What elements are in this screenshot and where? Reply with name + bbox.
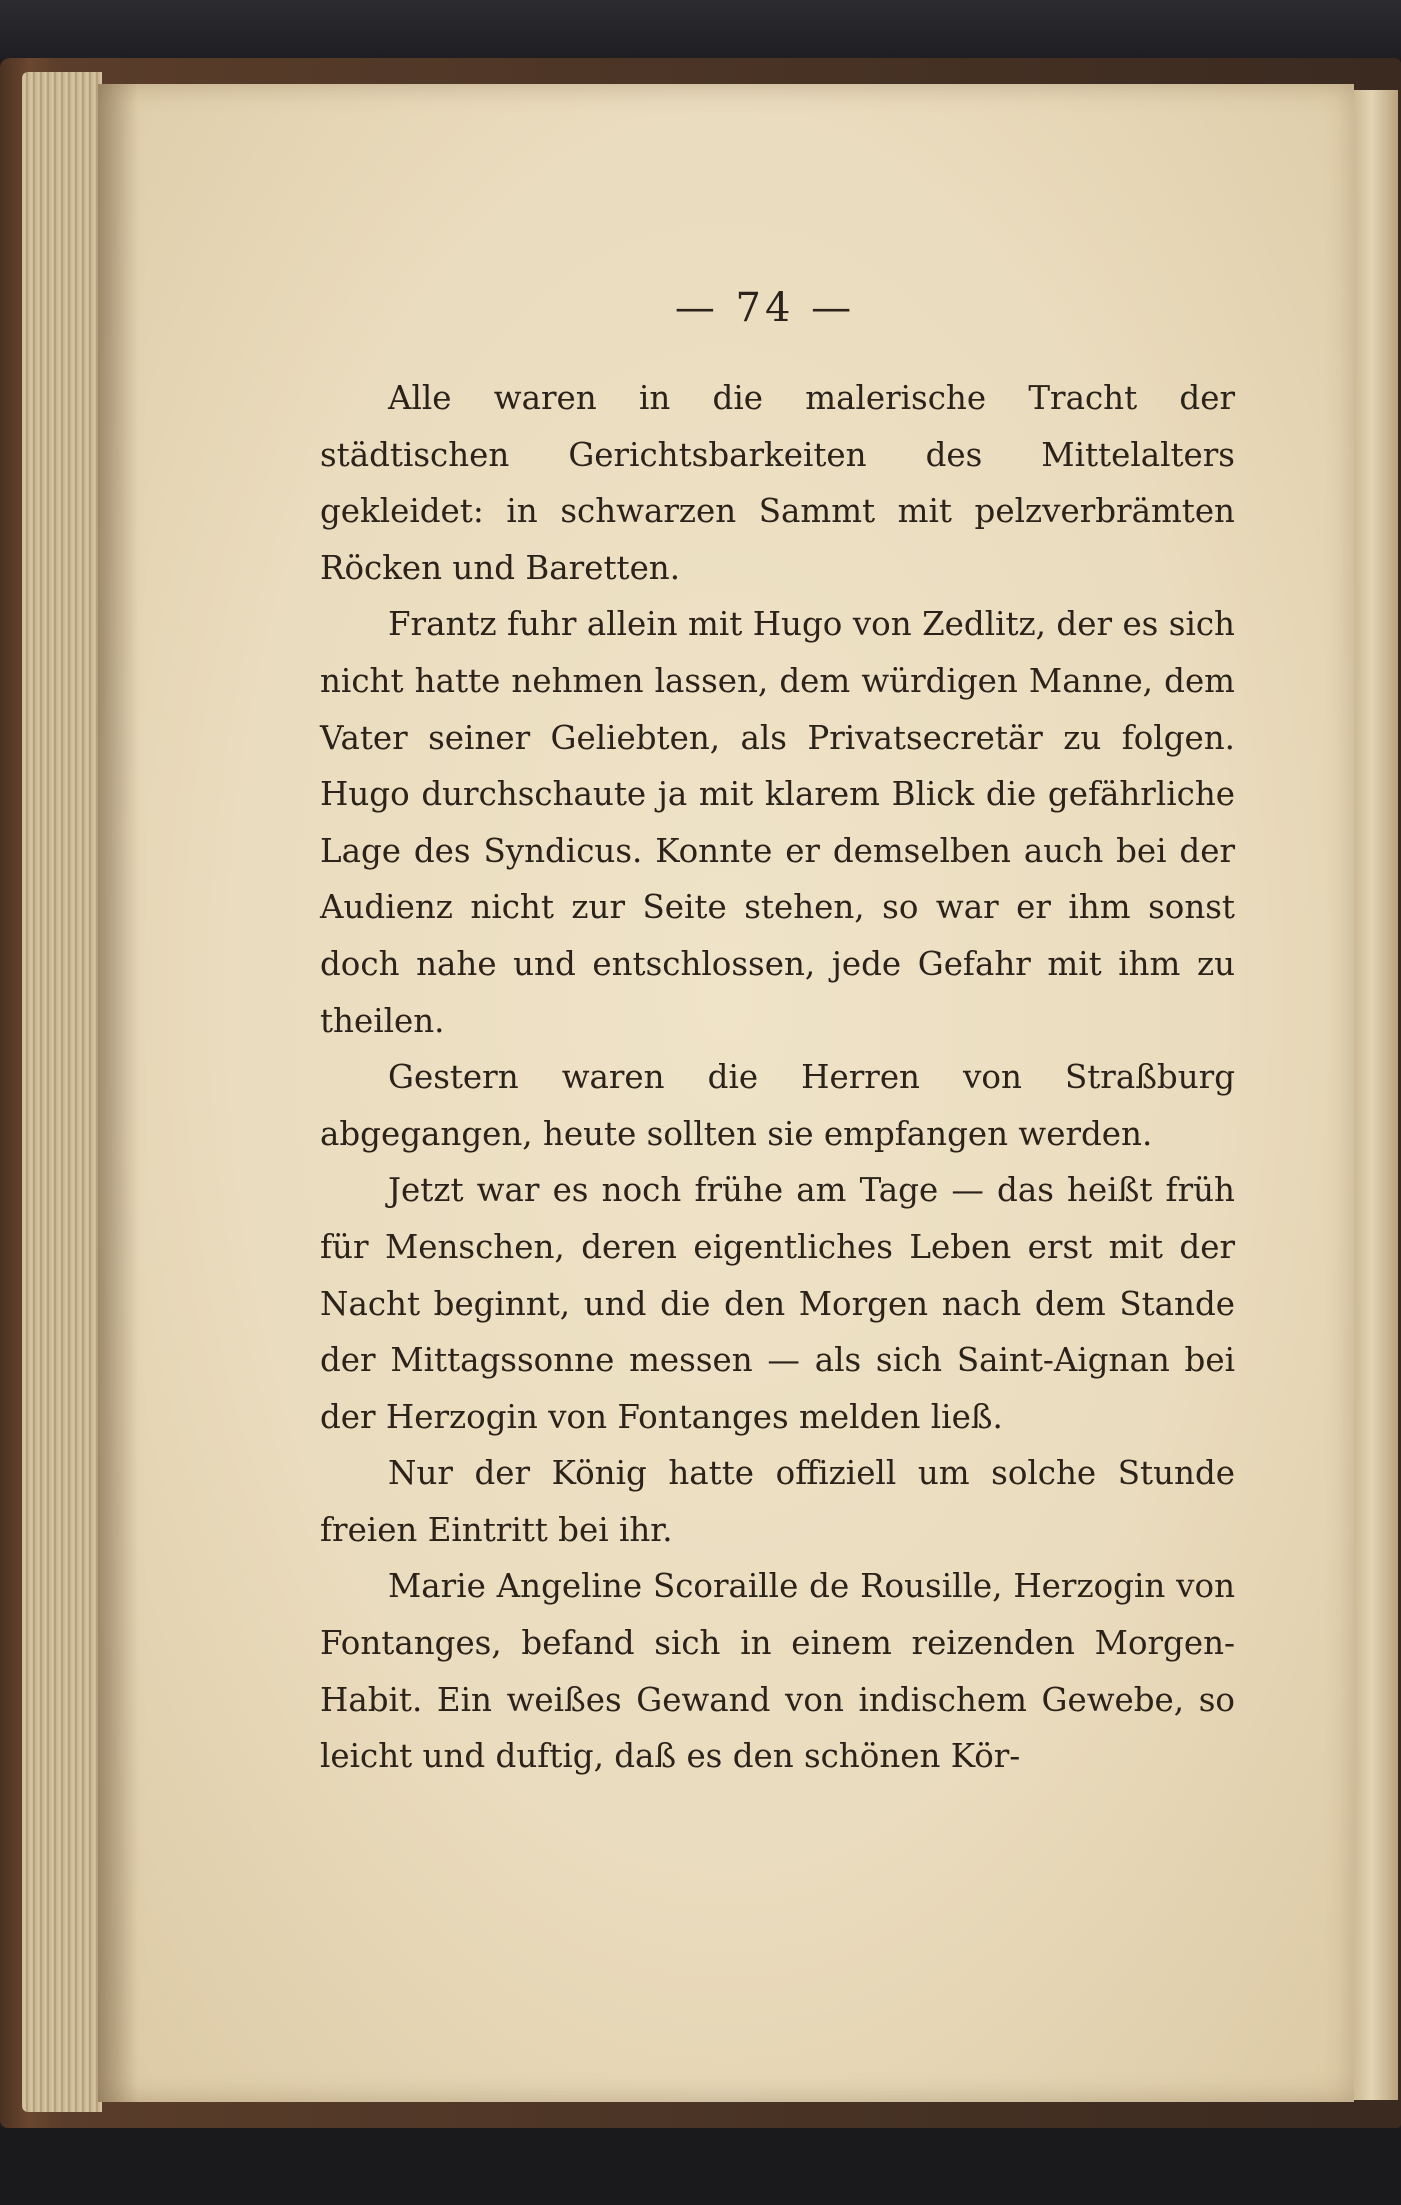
page-number: — 74 — [674, 285, 856, 331]
page-edges-left [22, 72, 102, 2112]
body-text [320, 370, 1235, 1785]
paragraph: Gestern waren die Herren von Straßburg abgegangen, heute sollten sie empfangen werden. [320, 1058, 1235, 1153]
gutter-shadow [98, 84, 138, 2102]
paragraph: Jetzt war es noch frühe am Tage — das heißt früh für Menschen, deren eigentliches Leben erst mit der Nacht beginnt, und die den Morgen nach dem Stande der Mittagssonne messen — als sich Saint-Aignan bei der Herzogin von Fontanges melden ließ. [320, 1171, 1235, 1436]
scan-background-top [0, 0, 1401, 58]
paragraph: Alle waren in die malerische Tracht der städtischen Gerichtsbarkeiten des Mittelalters gekleidet: in schwarzen Sammt mit pelzverbrämten Röcken und Baretten. [320, 379, 1235, 587]
paragraph: Nur der König hatte offiziell um solche Stunde freien Eintritt bei ihr. [320, 1454, 1235, 1549]
paragraph: Marie Angeline Scoraille de Rousille, Herzogin von Fontanges, befand sich in einem reizenden Morgen-Habit. Ein weißes Gewand von indischem Gewebe, so leicht und duftig, daß es den schönen Kör- [320, 1567, 1235, 1776]
page-edges-right [1354, 90, 1398, 2100]
paragraph: Frantz fuhr allein mit Hugo von Zedlitz, der es sich nicht hatte nehmen lassen, dem würdigen Manne, dem Vater seiner Geliebten, als Privatsecretär zu folgen. Hugo durchschaute ja mit klarem Blick die gefährliche Lage des Syndicus. Konnte er demselben auch bei der Audienz nicht zur Seite stehen, so war er ihm sonst doch nahe und entschlossen, jede Gefahr mit ihm zu theilen. [320, 605, 1235, 1040]
scan-background-bottom [0, 2128, 1401, 2205]
